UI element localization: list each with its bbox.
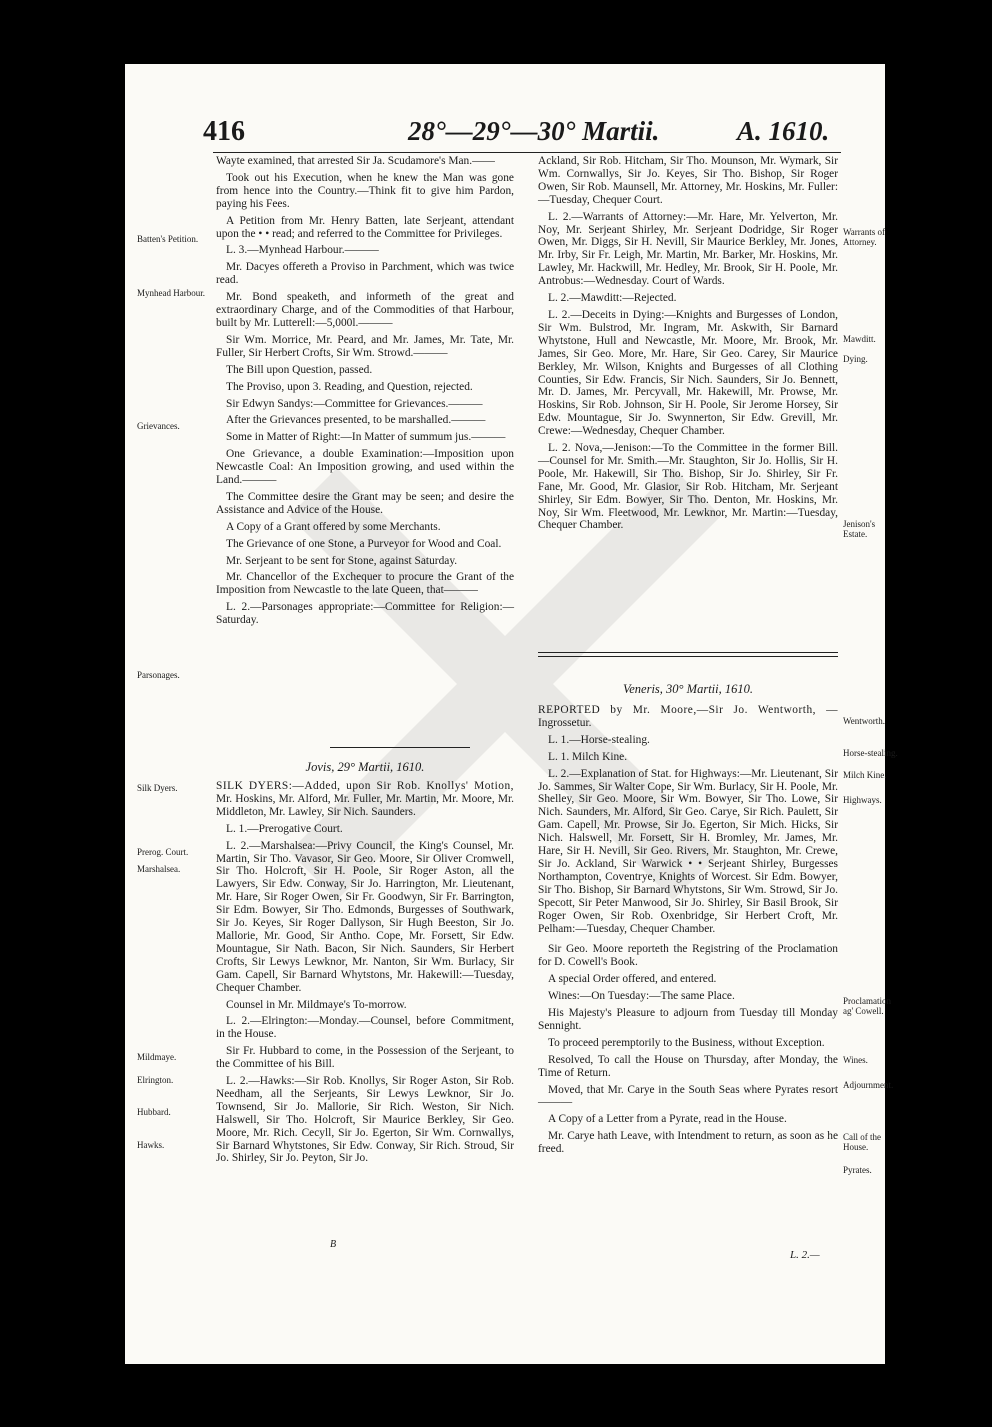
entry-pyrate-letter: A Copy of a Letter from a Pyrate, read in the House. bbox=[548, 1113, 787, 1126]
entry-carye-leave: Mr. Carye hath Leave, with Intendment to return, as soon as he freed. bbox=[538, 1130, 838, 1156]
entry-milch-kine: L. 1. Milch Kine. bbox=[548, 750, 628, 763]
entry-proclamation: Sir Geo. Moore reporteth the Registring of the Proclamation for D. Cowell's Book. bbox=[538, 943, 838, 969]
entry-committee-names: Sir Wm. Morrice, Mr. Peard, and Mr. James, Mr. Tate, Mr. Fuller, Sir Herbert Crofts, Sir Wm. Strowd.——— bbox=[216, 333, 514, 359]
margin-note: Hawks. bbox=[137, 1140, 165, 1150]
entry-stone: The Grievance of one Stone, a Purveyor for Wood and Coal. bbox=[226, 537, 502, 550]
entry-special-order: A special Order offered, and entered. bbox=[548, 973, 717, 986]
entry-dying: L. 2.—Deceits in Dying:—Knights and Burgesses of London, Sir Wm. Bulstrod, Mr. Ingram, Mr. Askwith, Sir Barnard Whytstone, Hull and Newcastle, Mr. Moore, Mr. Brook, Mr. James, Sir Geo. More, Mr. Hare, Sir Geo. Carey, Sir Maurice Berkley, Mr. Wilson, Knights and Burgesses of all Clothing Counties, Sir Edw. Francis, Sir Nich. Saunders, Sir Jo. Bennett, Mr. D. James, Mr. Percyvall, Mr. Hakewill, Mr. Prowse, Mr. Hoskins, Sir Rob. Johnson, Sir H. Poole, Sir Jerome Horsey, Sir Edw. Mountague, Sir Jo. Swynnerton, Sir Edw. Grevill, Mr. Crewe:—Wednesday, Chequer Chamber. bbox=[538, 308, 838, 438]
margin-note: Adjournment. bbox=[843, 1080, 894, 1090]
margin-note: Elrington. bbox=[137, 1075, 174, 1085]
left-column bbox=[216, 155, 514, 631]
margin-note: Wentworth. bbox=[843, 716, 886, 726]
running-head bbox=[125, 116, 885, 152]
margin-note: Batten's Petition. bbox=[137, 234, 199, 244]
entry-horse-stealing: L. 1.—Horse-stealing. bbox=[548, 733, 650, 746]
page-year: A. 1610. bbox=[737, 116, 830, 146]
entry-hubbard: Sir Fr. Hubbard to come, in the Possession of the Serjeant, to the Committee of his Bill. bbox=[216, 1045, 514, 1071]
entry-reported: REPORTED by Mr. Moore,—Sir Jo. Wentworth, —Ingrossetur. bbox=[538, 704, 838, 729]
entry-proviso: Mr. Dacyes offereth a Proviso in Parchment, which was twice read. bbox=[216, 261, 514, 287]
entry-marshalsea: L. 2.—Marshalsea:—Privy Council, the King's Counsel, Mr. Martin, Sir Tho. Vavasor, Sir Geo. Moore, Sir Oliver Cromwell, Sir Tho. Holcroft, Sir H. Poole, Sir Roger Aston, all the Lawyers, Sir Edw. Conway, Sir Jo. Harrington, Mr. Lieutenant, Mr. Hare, Sir Roger Owen, Sir Fr. Goodwyn, Sir Fr. Barrington, Sir Edm. Bowyer, Sir Tho. Edmonds, Burgesses of Southwark, Sir Jo. Keyes, Sir Roger Dallyson, Sir Hugh Beeston, Sir Jo. Mallorie, Mr. Good, Sir Antho. Cope, Mr. Forsett, Sir Edw. Mountague, Sir Nath. Bacon, Sir Nich. Saunders, Sir Herbert Crofts, Sir Lewys Lewknor, Mr. Nanton, Sir Wm. Burlacy, Sir Gam. Capell, Sir Barnard Whytstons, Mr. Hakewill:—Tuesday, Chequer Chamber. bbox=[216, 839, 514, 994]
margin-note: Proclamation ag' Cowell. bbox=[843, 996, 891, 1016]
right-column bbox=[538, 155, 838, 536]
entry-resolved: Resolved, To call the House on Thursday, after Monday, the Time of Return. bbox=[538, 1053, 838, 1079]
entry-warrants: L. 2.—Warrants of Attorney:—Mr. Hare, Mr. Yelverton, Mr. Noy, Mr. Serjeant Shirley, Mr. Serjeant Dodridge, Sir Roger Owen, Mr. Diggs, Sir H. Nevill, Sir Maurice Berkley, Mr. Jones, Mr. Irby, Sir Fr. Leigh, Mr. Martin, Mr. Barker, Mr. Hoskins, Mr. Lawley, Mr. Hackwill, Mr. Hedley, Mr. Brook, Sir H. Poole, Mr. Antrobus:—Wednesday. Court of Wards. bbox=[538, 210, 838, 288]
header-rule bbox=[213, 152, 841, 153]
margin-note: Mynhead Harbour. bbox=[137, 288, 205, 298]
margin-note: Warrants of Attorney. bbox=[843, 227, 886, 247]
entry-hawks: L. 2.—Hawks:—Sir Rob. Knollys, Sir Roger Aston, Sir Rob. Needham, all the Serjeants, Sir Lewys Lewknor, Sir Jo. Townsend, Sir Jo. Mallorie, Sir Rich. Weston, Sir Nich. Halswell, Sir Tho. Holcroft, Sir Maurice Berkley, Sir Geo. Moore, Mr. Rich. Cecyll, Sir Jo. Egerton, Sir Wm. Cornwallys, Sir Barnard Whytstones, Sir Edw. Conway, Sir Rich. Stroud, Sir Jo. Shirley, Sir Jo. Peyton, Sir Jo. bbox=[216, 1075, 514, 1165]
entry-mawditt: L. 2.—Mawditt:—Rejected. bbox=[548, 292, 677, 305]
entry-carye-moved: Moved, that Mr. Carye in the South Seas where Pyrates resort——— bbox=[538, 1083, 838, 1109]
left-day-title: Jovis, 29° Martii, 1610. bbox=[305, 760, 425, 774]
right-day-title: Veneris, 30° Martii, 1610. bbox=[623, 682, 753, 696]
entry-bond: Mr. Bond speaketh, and informeth of the great and extraordinary Charge, and of the Commodities of that Harbour, built by Mr. Lutterell:—5,000l.——— bbox=[216, 291, 514, 329]
entry-serjeant: Mr. Serjeant to be sent for Stone, against Saturday. bbox=[226, 554, 458, 567]
margin-note: Highways. bbox=[843, 795, 882, 805]
entry-mynhead: L. 3.—Mynhead Harbour.——— bbox=[226, 244, 379, 257]
right-column-2 bbox=[538, 704, 838, 1160]
margin-note: Horse-stealing. bbox=[843, 748, 898, 758]
margin-note: Jenison's Estate. bbox=[843, 519, 876, 539]
margin-note: Wines. bbox=[843, 1055, 868, 1065]
entry-mildmaye: Counsel in Mr. Mildmaye's To-morrow. bbox=[226, 998, 407, 1011]
entry-ackland: Ackland, Sir Rob. Hitcham, Sir Tho. Mounson, Mr. Wymark, Sir Wm. Cornwallys, Sir Jo. Keyes, Sir Tho. Bishop, Sir Roger Owen, Sir Rob. Maunsell, Mr. Attorney, Mr. Hoskins, Mr. Fuller:—Tuesday, Chequer Court. bbox=[538, 155, 838, 206]
entry-prerogative: L. 1.—Prerogative Court. bbox=[226, 822, 343, 835]
margin-note: Marshalsea. bbox=[137, 864, 181, 874]
entry-copy-grant: A Copy of a Grant offered by some Merchants. bbox=[226, 520, 441, 533]
catchword: L. 2.— bbox=[790, 1249, 820, 1261]
margin-note: Grievances. bbox=[137, 421, 180, 431]
journal-page bbox=[125, 64, 898, 1364]
entry-batten-petition: A Petition from Mr. Henry Batten, late Serjeant, attendant upon the • • read; and referred to the Committee for Privileges. bbox=[216, 214, 514, 240]
entry-proceed: To proceed peremptorily to the Business, without Exception. bbox=[548, 1036, 825, 1049]
entry-chancellor: Mr. Chancellor of the Exchequer to procure the Grant of the Imposition from Newcastle to the late Queen, that——— bbox=[216, 571, 514, 597]
right-day-rule bbox=[538, 652, 838, 657]
entry-marshalled: After the Grievances presented, to be marshalled.——— bbox=[226, 414, 486, 427]
left-day-rule bbox=[330, 747, 470, 748]
entry-grievance-coal: One Grievance, a double Examination:—Imposition upon Newcastle Coal: An Imposition growing, and used within the Land.——— bbox=[216, 448, 514, 487]
margin-note: Prerog. Court. bbox=[137, 847, 189, 857]
entry-execution: Took out his Execution, when he knew the Man was gone from hence into the Country.—Think fit to give him Pardon, paying his Fees. bbox=[216, 171, 514, 210]
page-title: 28°—29°—30° Martii. bbox=[408, 116, 660, 146]
entry-grant: The Committee desire the Grant may be seen; and desire the Assistance and Advice of the House. bbox=[216, 490, 514, 516]
entry-silk-dyers: SILK DYERS:—Added, upon Sir Rob. Knollys' Motion, Mr. Hoskins, Mr. Alford, Mr. Fuller, Mr. Martin, Mr. Moore, Mr. Middleton, Mr. Lawley, Sir Nich. Saunders. bbox=[216, 780, 514, 818]
margin-note: Parsonages. bbox=[137, 670, 180, 680]
entry-sandys: Sir Edwyn Sandys:—Committee for Grievances.——— bbox=[226, 397, 483, 410]
entry-wayte: Wayte examined, that arrested Sir Ja. Scudamore's Man.—— bbox=[216, 155, 495, 167]
entry-adjourn: His Majesty's Pleasure to adjourn from Tuesday till Monday Sennight. bbox=[538, 1007, 838, 1032]
entry-jenison: L. 2. Nova,—Jenison:—To the Committee in the former Bill.—Counsel for Mr. Smith.—Mr. Staughton, Sir Jo. Hollis, Sir H. Poole, Mr. Hakewill, Sir Tho. Bishop, Sir Jo. Shirley, Sir Fr. Fane, Mr. Good, Mr. Glasior, Sir Rob. Hitcham, Mr. Serjeant Shirley, Sir Edm. Bowyer, Sir Tho. Denton, Mr. Hoskins, Mr. Noy, Sir Wm. Fleetwood, Mr. Lewknor, Mr. Martin:—Tuesday, Chequer Chamber. bbox=[538, 442, 838, 532]
entry-proviso-rejected: The Proviso, upon 3. Reading, and Question, rejected. bbox=[226, 380, 473, 393]
entry-wines: Wines:—On Tuesday:—The same Place. bbox=[548, 990, 735, 1003]
page-number: 416 bbox=[203, 116, 245, 147]
margin-note: Mawditt. bbox=[843, 334, 876, 344]
entry-elrington: L. 2.—Elrington:—Monday.—Counsel, before Commitment, in the House. bbox=[216, 1015, 514, 1041]
signature-mark: B bbox=[330, 1239, 337, 1250]
margin-note: Silk Dyers. bbox=[137, 783, 178, 793]
margin-note: Mildmaye. bbox=[137, 1052, 177, 1062]
entry-highways: L. 2.—Explanation of Stat. for Highways:—Mr. Lieutenant, Sir Jo. Sammes, Sir Walter Cope, Sir Wm. Burlacy, Sir H. Poole, Mr. Shelley, Sir Geo. Moore, Sir Wm. Bowyer, Sir Tho. Lowe, Sir Nich. Saunders, Mr. Alford, Sir Geo. Carye, Sir Rich. Paulett, Sir Gam. Capell, Mr. Prowse, Sir Jo. Egerton, Sir Mich. Hicks, Sir Nich. Halswell, Mr. Forsett, Sir H. Bromley, Mr. James, Mr. Hare, Sir H. Nevill, Sir Geo. Rivers, Mr. Staughton, Mr. Crewe, Sir Jo. Ackland, Sir Warwick • • Serjeant Shirley, Burgesses Northampton, Coventrye, Knights of Worcest. Sir Edm. Bowyer, Sir Tho. Bishop, Sir Barnard Whytstons, Sir Wm. Strowd, Sir Jo. Specott, Sir Peter Manwood, Sir Jo. Shirley, Sir Basil Brook, Sir Roger Owen, Sir Rob. Oxenbridge, Sir Herbert Croft, Mr. Pelham:—Tuesday, Chequer Chamber. bbox=[538, 767, 838, 935]
left-column-2 bbox=[216, 780, 514, 1169]
entry-right: Some in Matter of Right:—In Matter of summum jus.——— bbox=[226, 431, 506, 444]
margin-note: Dying. bbox=[843, 354, 868, 364]
margin-note: Pyrates. bbox=[843, 1165, 872, 1175]
margin-note: Hubbard. bbox=[137, 1107, 171, 1117]
margin-note: Milch Kine. bbox=[843, 770, 887, 780]
entry-parsonages: L. 2.—Parsonages appropriate:—Committee for Religion:—Saturday. bbox=[216, 601, 514, 627]
entry-bill-passed: The Bill upon Question, passed. bbox=[226, 363, 373, 376]
margin-note: Call of the House. bbox=[843, 1132, 881, 1152]
